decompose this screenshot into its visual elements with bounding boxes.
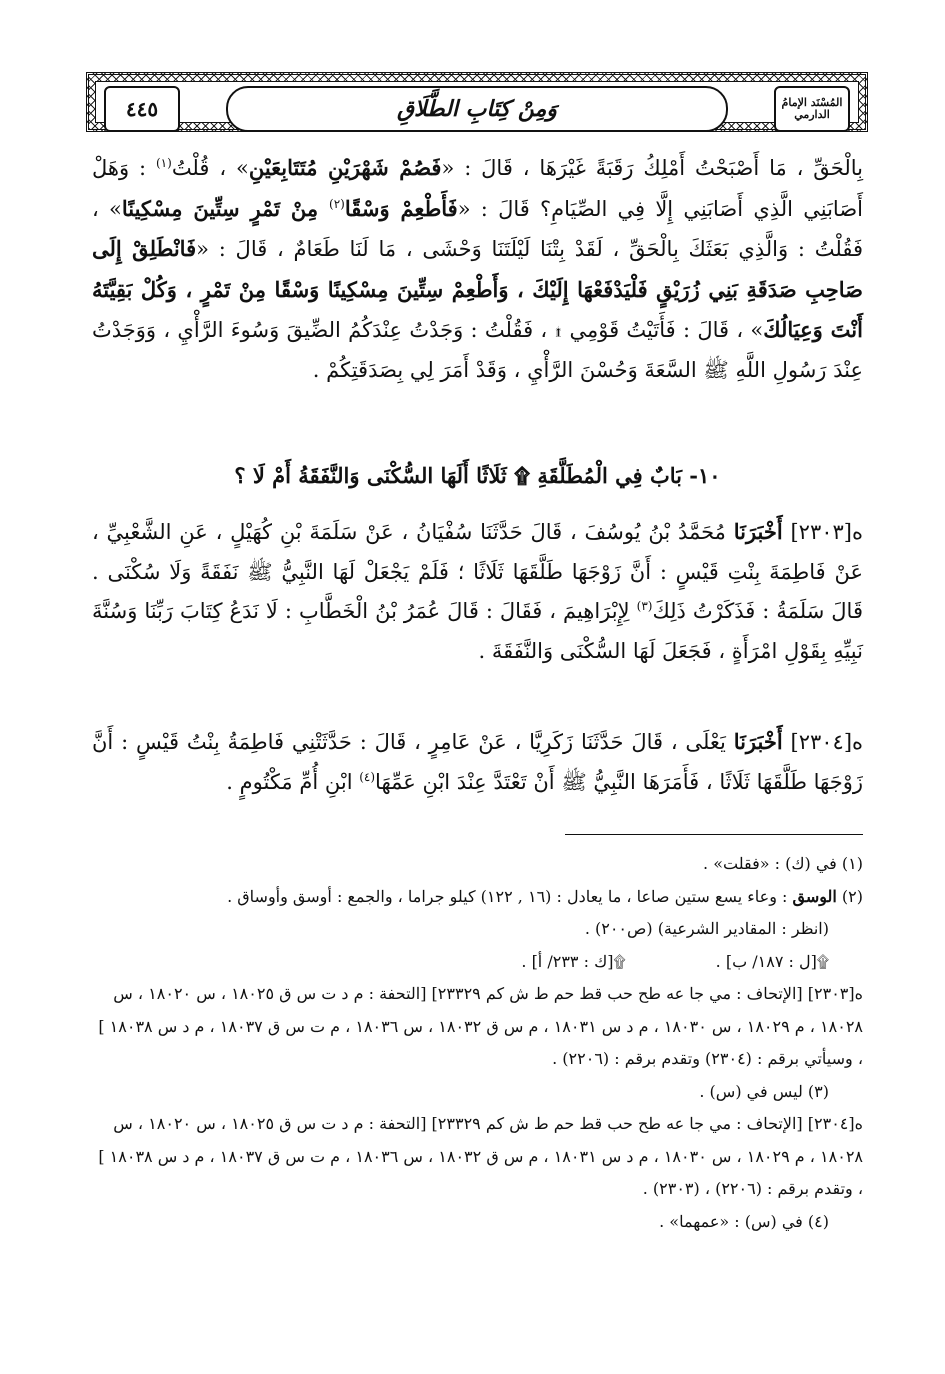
header-inner-frame <box>95 81 859 123</box>
section-heading: ١٠- بَابٌ فِي الْمُطَلَّقَةِ ۩ ثَلَاثًا أَلَهَا السُّكْنَى وَالنَّفَقَةُ أَمْ لَا ؟ <box>234 463 721 488</box>
folio-marker-k: ۩[ك : ٢٣٣/ أ] . <box>521 951 626 971</box>
text-run: : وَهَلْ أَصَابَنِي الَّذِي أَصَابَنِي إِلَّا فِي الصِّيَامِ؟ قَالَ : « <box>92 156 863 221</box>
footnote-ref-4: (٤) <box>359 769 376 784</box>
footnote-4: (٤) في (س) : «عمهما» . <box>659 1211 829 1231</box>
quote-bold: فَصُمْ شَهْرَيْنِ مُتَتَابِعَيْنِ <box>248 155 442 180</box>
ithaf-note-2303: ه[٢٣٠٣] [الإتحاف : مي جا عه طح حب قط حم ط ش كم ٢٣٣٢٩] [التحفة : م د ت س ق ١٨٠٢٥ ، س ١٨٠٢٠ ، س ١٨٠٢٨ ، م ١٨٠٢٩ ، س ١٨٠٣٠ ، م د س ١٨٠٣١ ، م س ق ١٨٠٣٢ ، س ١٨٠٣٦ ، م ت س ق ١٨٠٣٧ ، م د س ١٨٠٣٨ ] ، وسيأتي برقم : (٢٣٠٤) وتقدم برقم : (٢٢٠٦) . <box>98 984 863 1068</box>
running-title: وَمِنْ كِتَابِ الطَّلَاقِ <box>396 96 558 122</box>
footnote-divider <box>565 834 863 835</box>
akhbarana-word: أَخْبَرَنَا <box>733 729 783 754</box>
footnote-ref-1: (١) <box>155 156 172 170</box>
text-run: » ، فَقُلْتُ : وَالَّذِي بَعَثَكَ بِالْحَقِّ ، لَقَدْ بِتْنَا لَيْلَتَنَا وَحْشَى ، مَا لَنَا طَعَامٌ ، قَالَ : « <box>92 196 863 261</box>
footnote-term: الوسق <box>792 886 837 906</box>
footnote-ref-2: (٢) <box>329 196 345 211</box>
footnote-1: (١) في (ك) : «فقلت» . <box>703 854 863 873</box>
quote-bold: مِنْ تَمْرٍ سِتِّينَ مِسْكِينًا <box>121 195 330 221</box>
page-number-box <box>104 86 180 132</box>
footnote-2-reference: (انظر : المقادير الشرعية) (ص٢٠٠) . <box>584 919 829 938</box>
logo-text: المُسْنَد الإمامُ الدارمي <box>781 96 843 121</box>
text-run: بِالْحَقِّ ، مَا أَصْبَحْتُ أَمْلِكُ رَقَبَةً غَيْرَهَا ، قَالَ : « <box>441 156 863 180</box>
akhbarana-word: أَخْبَرَنَا <box>733 519 783 544</box>
folio-markers <box>92 946 863 979</box>
hadith-number: ه[٢٣٠٣] <box>782 520 863 544</box>
folio-marker-l: ۩[ل : ١٨٧/ ب] . <box>715 951 829 971</box>
page-number: ٤٤٥ <box>125 97 159 121</box>
footnote-label: (٢) <box>836 886 863 906</box>
publisher-logo <box>774 86 850 132</box>
text-run: » ، قُلْتُ <box>171 156 249 180</box>
footnote-text: : وعاء يسع ستين صاعا ، ما يعادل : (١٦ , ١٢٢) كيلو جراما ، والجمع : أوسق وأوساق . <box>227 886 793 906</box>
text-run: » ، قَالَ : فَأَتَيْتُ قَوْمِي ۩ ، فَقُلْتُ : وَجَدْتُ عِنْدَكُمُ الضِّيقَ وَسُوءَ الرَّأْيِ ، وَوَجَدْتُ عِنْدَ رَسُولِ اللَّهِ ﷺ السَّعَةَ وَحُسْنَ الرَّأْيِ ، وَقَدْ أَمَرَ لِي بِصَدَقَتِكُمْ . <box>92 318 863 382</box>
footnote-ref-3: (٣) <box>636 599 653 613</box>
footnote-2 <box>92 881 863 914</box>
hadith-number: ه[٢٣٠٤] <box>782 730 864 754</box>
hadith-2303 <box>92 512 863 671</box>
text-run: لِإِبْرَاهِيمَ ، فَقَالَ : قَالَ عُمَرُ بْنُ الْخَطَّابِ : لَا نَدَعُ كِتَابَ رَبِّنَا وَسُنَّةَ نَبِيِّهِ بِقَوْلِ امْرَأَةٍ ، فَجَعَلَ لَهَا السُّكْنَى وَالنَّفَقَةَ . <box>92 599 863 663</box>
running-title-box <box>226 86 728 132</box>
paragraph-continuation <box>92 148 863 390</box>
footnote-3: (٣) ليس في (س) . <box>699 1081 829 1101</box>
quote-bold: فَانْطَلِقْ إِلَى صَاحِبِ صَدَقَةِ بَنِي زُرَيْقٍ فَلْيَدْفَعْهَا إِلَيْكَ ، وَأَطْعِمْ سِتِّينَ مِسْكِينًا وَسْقًا مِنْ تَمْرٍ ، وَكُلْ بَقِيَّتَهُ أَنْتَ وَعِيَالُكَ <box>92 236 863 342</box>
ornamental-header <box>86 72 868 132</box>
text-run: يَعْلَى ، قَالَ حَدَّثَنَا زَكَرِيَّا ، عَنْ عَامِرٍ ، قَالَ : حَدَّثَتْنِي فَاطِمَةُ بِنْتُ قَيْسٍ : أَنَّ زَوْجَهَا طَلَّقَهَا ثَلَاثًا ، فَأَمَرَهَا النَّبِيُّ ﷺ أَنْ تَعْتَدَّ عِنْدَ ابْنِ عَمِّهَا <box>92 730 863 794</box>
hadith-2304 <box>92 722 863 802</box>
text-run: ابْنِ أُمِّ مَكْتُومٍ . <box>226 769 360 794</box>
text-run: مُحَمَّدُ بْنُ يُوسُفَ ، قَالَ حَدَّثَنَا سُفْيَانُ ، عَنْ سَلَمَةَ بْنِ كُهَيْلٍ ، عَنِ الشَّعْبِيِّ ، عَنْ فَاطِمَةَ بِنْتِ قَيْسٍ : أَنَّ زَوْجَهَا طَلَّقَهَا ثَلَاثًا ؛ فَلَمْ يَجْعَلْ لَهَا النَّبِيُّ ﷺ نَفَقَةً وَلَا سُكْنَى . قَالَ سَلَمَةُ : فَذَكَرْتُ ذَلِكَ <box>92 520 863 623</box>
footnotes <box>92 848 863 1238</box>
quote-bold: فَأَطْعِمْ وَسْقًا <box>344 195 458 221</box>
ithaf-note-2304: ه[٢٣٠٤] [الإتحاف : مي جا عه طح حب قط حم ط ش كم ٢٣٣٢٩] [التحفة : م د ت س ق ١٨٠٢٥ ، س ١٨٠٢٠ ، س ١٨٠٢٨ ، م ١٨٠٢٩ ، س ١٨٠٣٠ ، م د س ١٨٠٣١ ، م س ق ١٨٠٣٢ ، س ١٨٠٣٦ ، م ت س ق ١٨٠٣٧ ، م د س ١٨٠٣٨ ] ، وتقدم برقم : (٢٢٠٦) ، (٢٣٠٣) . <box>98 1114 863 1198</box>
